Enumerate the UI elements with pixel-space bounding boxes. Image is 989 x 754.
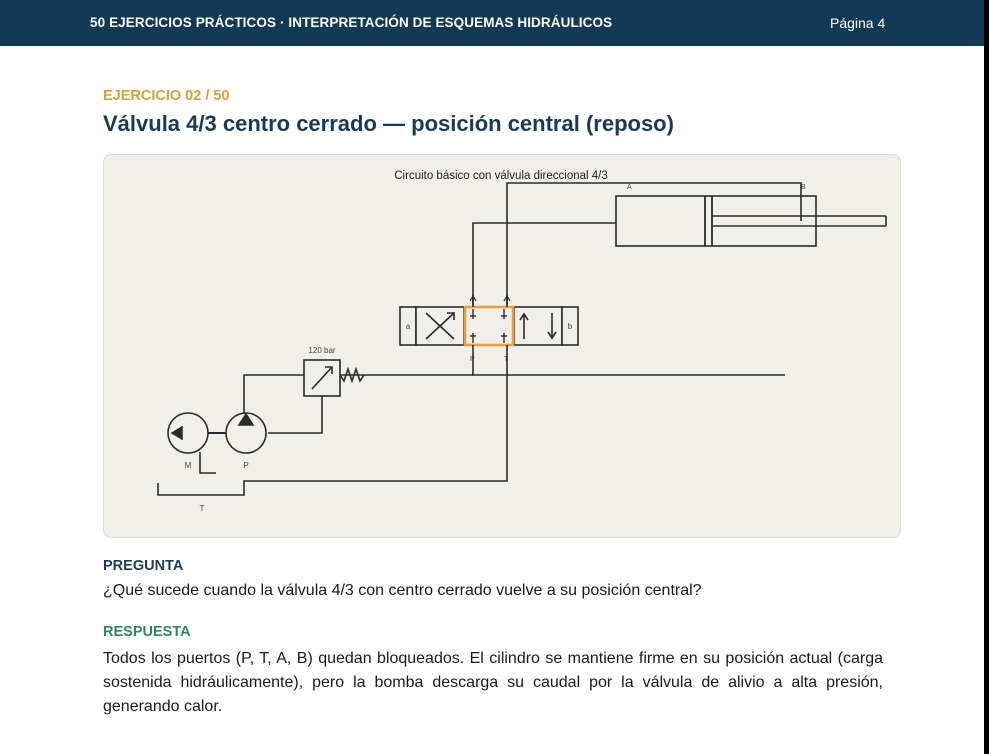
exercise-title: Válvula 4/3 centro cerrado — posición central (reposo) [103, 111, 674, 136]
pressure-line-branch [244, 375, 473, 433]
double-acting-cylinder [616, 196, 886, 246]
hydraulic-pump [226, 413, 266, 453]
cylinder-port-a-label: A [627, 184, 632, 191]
valve-port-t-label: T [504, 356, 509, 363]
diagram-caption: Circuito básico con válvula direccional 4/3 [394, 170, 608, 182]
hydraulic-circuit-diagram [104, 155, 900, 537]
question-label: PREGUNTA [103, 558, 184, 574]
motor-label: M [184, 461, 192, 470]
line-a-to-cylinder [473, 223, 616, 305]
question-text: ¿Qué sucede cuando la válvula 4/3 con centro cerrado vuelve a su posición central? [103, 582, 702, 599]
solenoid-a-label: a [405, 322, 411, 331]
cylinder-port-b-label: B [801, 184, 806, 191]
tank-label: T [199, 504, 205, 513]
page-number: Página 4 [830, 15, 886, 31]
answer-label: RESPUESTA [103, 624, 191, 640]
pump-label: P [243, 461, 249, 470]
header-title: 50 EJERCICIOS PRÁCTICOS · INTERPRETACIÓN DE ESQUEMAS HIDRÁULICOS [90, 15, 613, 30]
answer-text: Todos los puertos (P, T, A, B) quedan bloqueados. El cilindro se mantiene firme en su posición actual (carga sostenida hidráulicamente), pero la bomba descarga su caudal por la válvula de alivio a alta presión, generando calor. [103, 650, 883, 715]
valve-center-position-closed [465, 307, 513, 345]
hydraulic-diagram-panel [103, 154, 901, 538]
page-header [0, 0, 984, 46]
solenoid-b-label: b [567, 322, 573, 331]
pressure-line [473, 345, 785, 375]
pressure-relief-valve [268, 360, 364, 433]
electric-motor [168, 413, 226, 473]
valve-port-p-label: P [470, 356, 475, 363]
relief-drain-line [268, 396, 322, 433]
exercise-label: EJERCICIO 02 / 50 [103, 88, 230, 104]
relief-setting-label: 120 bar [308, 346, 336, 355]
